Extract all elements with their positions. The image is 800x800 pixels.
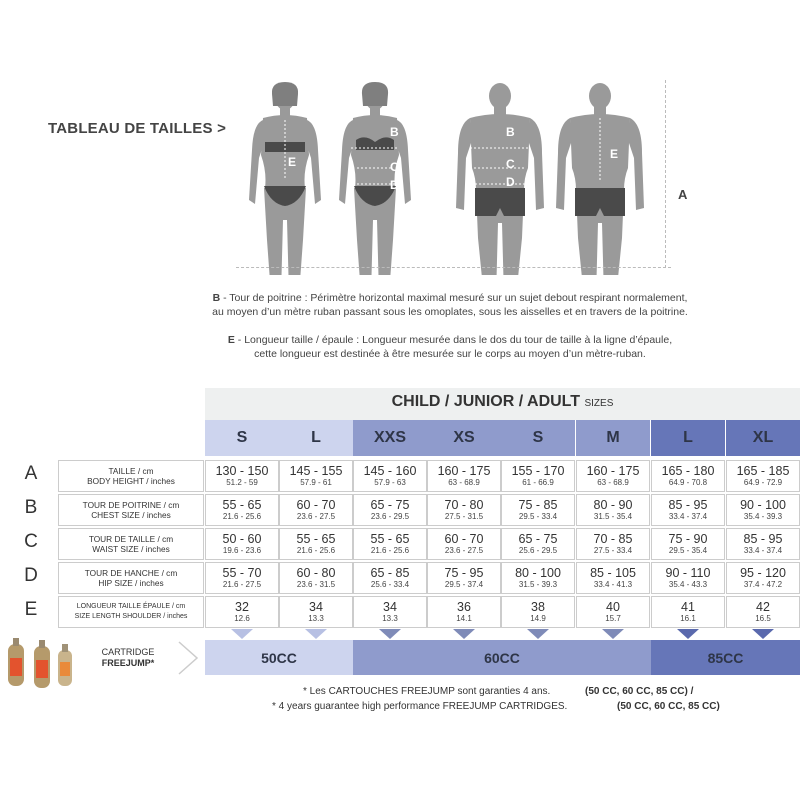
cell-cm-value: 70 - 80	[444, 497, 484, 512]
row-label	[58, 494, 204, 526]
table-cell	[427, 494, 501, 526]
size-header-cell: S	[205, 420, 279, 456]
footer-en-bold: (50 CC, 60 CC, 85 CC)	[617, 701, 720, 712]
row-label-line2: BODY HEIGHT / inches	[87, 476, 175, 486]
cell-inch-value: 13.3	[382, 613, 398, 623]
cell-cm-value: 32	[235, 599, 249, 614]
size-header-cell: XS	[427, 420, 501, 456]
table-cell	[651, 528, 725, 560]
cell-inch-value: 51.2 - 59	[226, 477, 258, 487]
table-cell	[651, 596, 725, 628]
table-cell	[353, 460, 427, 492]
cell-cm-value: 85 - 95	[743, 531, 783, 546]
cell-cm-value: 75 - 95	[444, 565, 484, 580]
table-cell	[427, 596, 501, 628]
table-cell	[427, 528, 501, 560]
size-header-cell: XL	[726, 420, 800, 456]
body-figures-illustration	[230, 60, 700, 275]
table-cell	[651, 562, 725, 594]
cell-cm-value: 65 - 85	[370, 565, 410, 580]
cell-inch-value: 15.7	[605, 613, 621, 623]
cell-cm-value: 160 - 175	[437, 463, 491, 478]
cartridges-icon	[2, 636, 82, 696]
cartridge-bar-50cc: 50CC	[205, 640, 353, 675]
row-label-line2: SIZE LENGTH SHOULDER / inches	[74, 613, 188, 620]
cell-inch-value: 61 - 66.9	[522, 477, 554, 487]
cell-inch-value: 29.5 - 35.4	[668, 545, 708, 555]
cell-cm-value: 130 - 150	[215, 463, 269, 478]
cell-cm-value: 95 - 120	[740, 565, 786, 580]
table-cell	[576, 494, 650, 526]
row-label	[58, 460, 204, 492]
cell-cm-value: 80 - 100	[515, 565, 561, 580]
table-cell	[576, 596, 650, 628]
cell-cm-value: 75 - 85	[518, 497, 558, 512]
table-cell	[726, 562, 800, 594]
row-label	[58, 528, 204, 560]
cell-cm-value: 65 - 75	[518, 531, 558, 546]
cell-inch-value: 33.4 - 37.4	[668, 511, 708, 521]
table-cell	[576, 562, 650, 594]
cell-inch-value: 16.5	[755, 613, 771, 623]
footer-en-text: * 4 years guarantee high performance FREEJUMP CARTRIDGES.	[272, 701, 568, 712]
figure-label-a: A	[678, 187, 688, 202]
table-cell	[279, 528, 353, 560]
row-label-line2: CHEST SIZE / inches	[91, 510, 171, 520]
cell-inch-value: 29.5 - 37.4	[444, 579, 484, 589]
cartridge-pointer-triangle	[677, 629, 699, 639]
cell-inch-value: 31.5 - 35.4	[593, 511, 633, 521]
cell-inch-value: 27.5 - 31.5	[444, 511, 484, 521]
cell-inch-value: 29.5 - 33.4	[518, 511, 558, 521]
row-label-line2: WAIST SIZE / inches	[92, 544, 170, 554]
cell-cm-value: 34	[309, 599, 323, 614]
size-header-cell: XXS	[353, 420, 427, 456]
height-measure-line	[665, 80, 666, 268]
row-letter: B	[24, 497, 38, 518]
cell-cm-value: 40	[606, 599, 620, 614]
table-cell	[205, 596, 279, 628]
cell-inch-value: 25.6 - 29.5	[518, 545, 558, 555]
size-header-row	[0, 420, 800, 456]
cell-inch-value: 19.6 - 23.6	[222, 545, 262, 555]
row-label-line1: LONGUEUR TAILLE ÉPAULE / cm	[76, 603, 186, 610]
cell-inch-value: 21.6 - 25.6	[370, 545, 410, 555]
cell-cm-value: 85 - 105	[590, 565, 636, 580]
cartridge-pointer-triangle	[527, 629, 549, 639]
figure-label-d-1: D	[390, 178, 399, 192]
cell-inch-value: 21.6 - 25.6	[296, 545, 336, 555]
cartridge-pointer-triangle	[453, 629, 475, 639]
cell-cm-value: 60 - 70	[444, 531, 484, 546]
cell-cm-value: 80 - 90	[593, 497, 633, 512]
figure-label-e-1: E	[288, 155, 297, 169]
table-cell	[501, 562, 575, 594]
cartridge-pointer-triangle	[602, 629, 624, 639]
cell-cm-value: 55 - 65	[222, 497, 262, 512]
table-cell	[205, 460, 279, 492]
cell-cm-value: 75 - 90	[668, 531, 708, 546]
table-cell	[205, 562, 279, 594]
cell-inch-value: 37.4 - 47.2	[743, 579, 783, 589]
cell-inch-value: 23.6 - 27.5	[296, 511, 336, 521]
table-cell	[427, 460, 501, 492]
cartridge-pointer-triangle	[752, 629, 774, 639]
cell-cm-value: 160 - 175	[586, 463, 640, 478]
cell-cm-value: 55 - 65	[370, 531, 410, 546]
cartridge-bar-60cc: 60CC	[353, 640, 651, 675]
cell-cm-value: 34	[383, 599, 397, 614]
cell-inch-value: 12.6	[234, 613, 250, 623]
cell-inch-value: 25.6 - 33.4	[370, 579, 410, 589]
cell-inch-value: 23.6 - 29.5	[370, 511, 410, 521]
cell-inch-value: 31.5 - 39.3	[518, 579, 558, 589]
table-cell	[651, 460, 725, 492]
cell-inch-value: 23.6 - 27.5	[444, 545, 484, 555]
cell-inch-value: 21.6 - 25.6	[222, 511, 262, 521]
row-letter: C	[24, 531, 38, 552]
cell-cm-value: 70 - 85	[593, 531, 633, 546]
footer-fr-text: * Les CARTOUCHES FREEJUMP sont garanties 4 ans.	[303, 686, 551, 697]
table-cell	[726, 494, 800, 526]
table-cell	[726, 596, 800, 628]
table-cell	[427, 562, 501, 594]
size-header-cell: S	[501, 420, 575, 456]
table-title: CHILD / JUNIOR / ADULT SIZES	[391, 393, 614, 410]
cell-inch-value: 27.5 - 33.4	[593, 545, 633, 555]
table-cell	[205, 528, 279, 560]
ground-line	[236, 267, 671, 268]
figure-label-e-2: E	[610, 147, 619, 161]
page-title: TABLEAU DE TAILLES >	[48, 120, 227, 137]
cell-cm-value: 60 - 80	[296, 565, 336, 580]
figure-label-d-2: D	[506, 175, 515, 189]
cell-inch-value: 35.4 - 43.3	[668, 579, 708, 589]
cell-cm-value: 85 - 95	[668, 497, 708, 512]
cell-cm-value: 90 - 110	[665, 565, 711, 580]
table-cell	[501, 596, 575, 628]
table-cell	[353, 596, 427, 628]
cell-inch-value: 14.9	[530, 613, 546, 623]
cell-inch-value: 63 - 68.9	[597, 477, 629, 487]
cell-inch-value: 13.3	[308, 613, 324, 623]
table-cell	[651, 494, 725, 526]
cell-inch-value: 64.9 - 70.8	[668, 477, 708, 487]
cell-cm-value: 155 - 170	[511, 463, 565, 478]
cell-cm-value: 145 - 160	[363, 463, 417, 478]
table-cell	[279, 562, 353, 594]
cartridge-label: CARTRIDGE FREEJUMP*	[101, 647, 155, 668]
description-e: E - Longueur taille / épaule : Longueur mesurée dans le dos du tour de taille à la ligne d’épaule, cette longueur est destinée à être mesurée sur le corps au moyen d’un mètre-ruban.	[227, 334, 673, 360]
size-header-cell: L	[651, 420, 725, 456]
cell-inch-value: 21.6 - 27.5	[222, 579, 262, 589]
cell-inch-value: 16.1	[680, 613, 696, 623]
table-cell	[353, 562, 427, 594]
cell-inch-value: 57.9 - 61	[300, 477, 332, 487]
table-cell	[353, 494, 427, 526]
cartridge-pointer-triangle	[305, 629, 327, 639]
cell-cm-value: 38	[531, 599, 545, 614]
table-cell	[279, 596, 353, 628]
cell-inch-value: 64.9 - 72.9	[743, 477, 783, 487]
row-letter: A	[24, 463, 38, 484]
table-cell	[279, 494, 353, 526]
cell-cm-value: 165 - 185	[736, 463, 790, 478]
chevron-right-icon	[175, 640, 203, 676]
cell-inch-value: 35.4 - 39.3	[743, 511, 783, 521]
cell-cm-value: 36	[457, 599, 471, 614]
row-label-line1: TOUR DE POITRINE / cm	[82, 500, 180, 510]
table-cell	[576, 460, 650, 492]
figure-label-c-2: C	[506, 157, 515, 171]
row-label-line1: TOUR DE HANCHE / cm	[84, 568, 178, 578]
figure-label-b-1: B	[390, 125, 399, 139]
size-header-cell: L	[279, 420, 353, 456]
cell-inch-value: 14.1	[456, 613, 472, 623]
cell-cm-value: 165 - 180	[661, 463, 715, 478]
figure-label-c-1: C	[390, 160, 399, 174]
row-label-line1: TAILLE / cm	[108, 466, 154, 476]
row-label	[58, 596, 204, 628]
description-b: B - Tour de poitrine : Périmètre horizontal maximal mesuré sur un sujet debout respirant normalement, au moyen d’un mètre ruban passant sous les omoplates, sous les aisselles et en travers de la poitrine.	[212, 292, 688, 318]
footer-fr-bold: (50 CC, 60 CC, 85 CC) /	[585, 686, 694, 697]
cell-inch-value: 57.9 - 63	[374, 477, 406, 487]
table-cell	[576, 528, 650, 560]
cartridge-pointer-triangle	[379, 629, 401, 639]
row-label-line2: HIP SIZE / inches	[98, 578, 164, 588]
row-letter: D	[24, 565, 38, 586]
row-letter: E	[24, 599, 38, 620]
table-cell	[726, 528, 800, 560]
table-cell	[279, 460, 353, 492]
cell-inch-value: 63 - 68.9	[448, 477, 480, 487]
size-header-cell: M	[576, 420, 650, 456]
table-cell	[501, 528, 575, 560]
table-cell	[726, 460, 800, 492]
figure-label-b-2: B	[506, 125, 515, 139]
table-cell	[501, 460, 575, 492]
cell-cm-value: 55 - 70	[222, 565, 262, 580]
cell-cm-value: 65 - 75	[370, 497, 410, 512]
cartridge-bar-85cc: 85CC	[651, 640, 800, 675]
cell-inch-value: 33.4 - 37.4	[743, 545, 783, 555]
table-cell	[205, 494, 279, 526]
row-label	[58, 562, 204, 594]
table-cell	[353, 528, 427, 560]
cell-cm-value: 145 - 155	[289, 463, 343, 478]
cartridge-pointer-triangle	[231, 629, 253, 639]
cell-inch-value: 33.4 - 41.3	[593, 579, 633, 589]
cell-cm-value: 42	[756, 599, 770, 614]
cell-inch-value: 23.6 - 31.5	[296, 579, 336, 589]
cell-cm-value: 50 - 60	[222, 531, 262, 546]
cell-cm-value: 90 - 100	[740, 497, 786, 512]
row-label-line1: TOUR DE TAILLE / cm	[88, 534, 174, 544]
cell-cm-value: 55 - 65	[296, 531, 336, 546]
table-cell	[501, 494, 575, 526]
cell-cm-value: 41	[681, 599, 695, 614]
cell-cm-value: 60 - 70	[296, 497, 336, 512]
